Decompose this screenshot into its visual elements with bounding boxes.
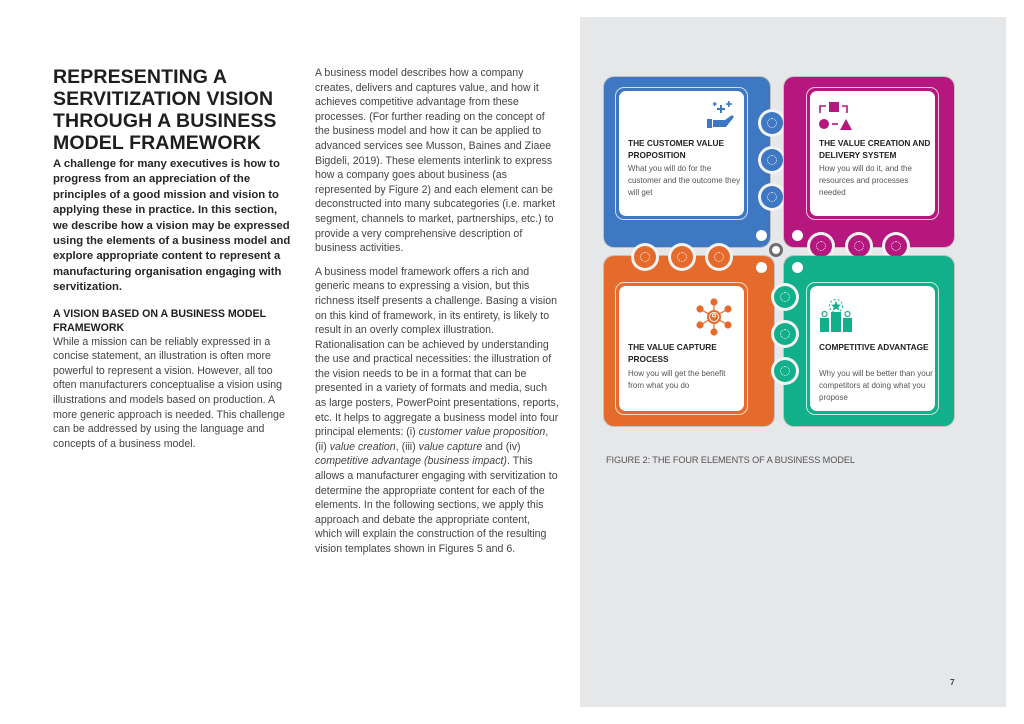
connector-bump bbox=[708, 246, 730, 268]
quadrant-title: THE VALUE CREATION AND DELIVERY SYSTEM bbox=[819, 138, 931, 160]
left-column bbox=[53, 66, 293, 451]
quadrant-value-capture bbox=[604, 256, 774, 426]
middle-column bbox=[315, 66, 559, 566]
hand-with-sparkles-icon bbox=[705, 99, 737, 131]
emphasis-competitive-advantage: competitive advantage (business impact) bbox=[315, 455, 507, 468]
quadrant-title: COMPETITIVE ADVANTAGE bbox=[819, 342, 929, 352]
connector-dot bbox=[792, 230, 803, 241]
connector-dot bbox=[756, 262, 767, 273]
center-hub-icon bbox=[769, 243, 783, 257]
text-run: . This allows a manufacturer engaging with servitization to determine the appropriate content for each of the elements. In the following sections, we apply this approach and debate the appropriate content, which will explain the construction of the resulting vision templates shown in Figures 5 and 6. bbox=[315, 455, 558, 555]
text-run: and (iv) bbox=[482, 440, 521, 453]
connector-bump bbox=[810, 235, 832, 257]
body-paragraph-1: A business model describes how a company creates, delivers and captures value, and how it achieves competitive advantage from these processes. (For further reading on the concept of the business model and how it can be applied to advanced services see Musson, Baines and Ziaee Bigdeli, 2019). These elements interlink to express how a company goes about business (as represented by Figure 2) and each element can be deconstructed into many subcategories (i.e. market segment, channels to market, partnerships, etc.) to provide a very comprehensive description of business activities. bbox=[315, 67, 556, 255]
card-customer-value bbox=[619, 91, 744, 216]
quadrant-title: THE VALUE CAPTURE PROCESS bbox=[628, 342, 717, 364]
section-body: While a mission can be reliably expressed in a concise statement, an illustration is often more powerful to represent a vision. However, all too often manufacturers conceptualise a vision using illustrations and models based on production. A more generic approach is needed. This challenge can be addressed by using the language and concepts of a business model. bbox=[53, 335, 285, 450]
quadrant-customer-value-proposition bbox=[604, 77, 770, 247]
section-subheading: A VISION BASED ON A BUSINESS MODEL FRAMEWORK bbox=[53, 307, 266, 334]
connector-bump bbox=[885, 235, 907, 257]
quadrant-description: How you will do it, and the resources and processes needed bbox=[819, 164, 912, 197]
card-value-capture bbox=[619, 286, 744, 411]
text-run: , (ii) bbox=[315, 426, 549, 453]
connector-bump bbox=[761, 149, 783, 171]
card-competitive-advantage bbox=[810, 286, 935, 411]
connector-bump bbox=[774, 286, 796, 308]
shapes-process-icon bbox=[818, 101, 852, 131]
quadrant-description: What you will do for the customer and the outcome they will get bbox=[628, 164, 741, 197]
connector-bump bbox=[848, 235, 870, 257]
quadrant-description: How you will get the benefit from what you do bbox=[628, 369, 726, 390]
connector-dot bbox=[792, 262, 803, 273]
quadrant-value-creation bbox=[784, 77, 954, 247]
connector-bump bbox=[671, 246, 693, 268]
podium-star-icon bbox=[818, 298, 854, 334]
body-paragraph-2 bbox=[315, 265, 559, 557]
page-number: 7 bbox=[950, 677, 955, 687]
card-value-creation bbox=[810, 91, 935, 216]
emphasis-customer-value: customer value proposition bbox=[418, 426, 546, 439]
emphasis-value-capture: value capture bbox=[418, 440, 483, 453]
quadrant-title: THE CUSTOMER VALUE PROPOSITION bbox=[628, 138, 725, 160]
connector-bump bbox=[774, 360, 796, 382]
text-run: , (iii) bbox=[395, 440, 419, 453]
emphasis-value-creation: value creation bbox=[329, 440, 396, 453]
page-title: REPRESENTING A SERVITIZATION VISION THROUGH A BUSINESS MODEL FRAMEWORK bbox=[53, 66, 277, 154]
connector-bump bbox=[774, 323, 796, 345]
quadrant-description: Why you will be better than your competitors at doing what you propose bbox=[819, 369, 933, 402]
connector-bump bbox=[634, 246, 656, 268]
currency-network-icon bbox=[693, 298, 735, 336]
quadrant-competitive-advantage bbox=[784, 256, 954, 426]
connector-bump bbox=[761, 112, 783, 134]
connector-dot bbox=[756, 230, 767, 241]
connector-bump bbox=[761, 186, 783, 208]
intro-paragraph: A challenge for many executives is how to progress from an appreciation of the principles of a good mission and vision to applying these in practice. In this section, we describe how a vision may be expressed using the elements of a business model and explore appropriate content to represent a manufacturing organisation engaging with servitization. bbox=[53, 158, 291, 294]
figure-panel bbox=[580, 17, 1006, 707]
text-run: A business model framework offers a rich and generic means to expressing a vision, but this richness itself presents a challenge. Basing a vision on this kind of framework, in its entirety, is likely to result in an overly complex illustration. Rationalisation can be achieved by understanding the use and practical necessities: the illustration of the vision needs to be in a format that can be presented in a variety of formats and media, such as large posters, PowerPoint presentations, reports, etc. It helps to aggregate a business model into four principal elements: (i) bbox=[315, 265, 559, 439]
figure-caption: FIGURE 2: THE FOUR ELEMENTS OF A BUSINESS MODEL bbox=[606, 455, 855, 465]
